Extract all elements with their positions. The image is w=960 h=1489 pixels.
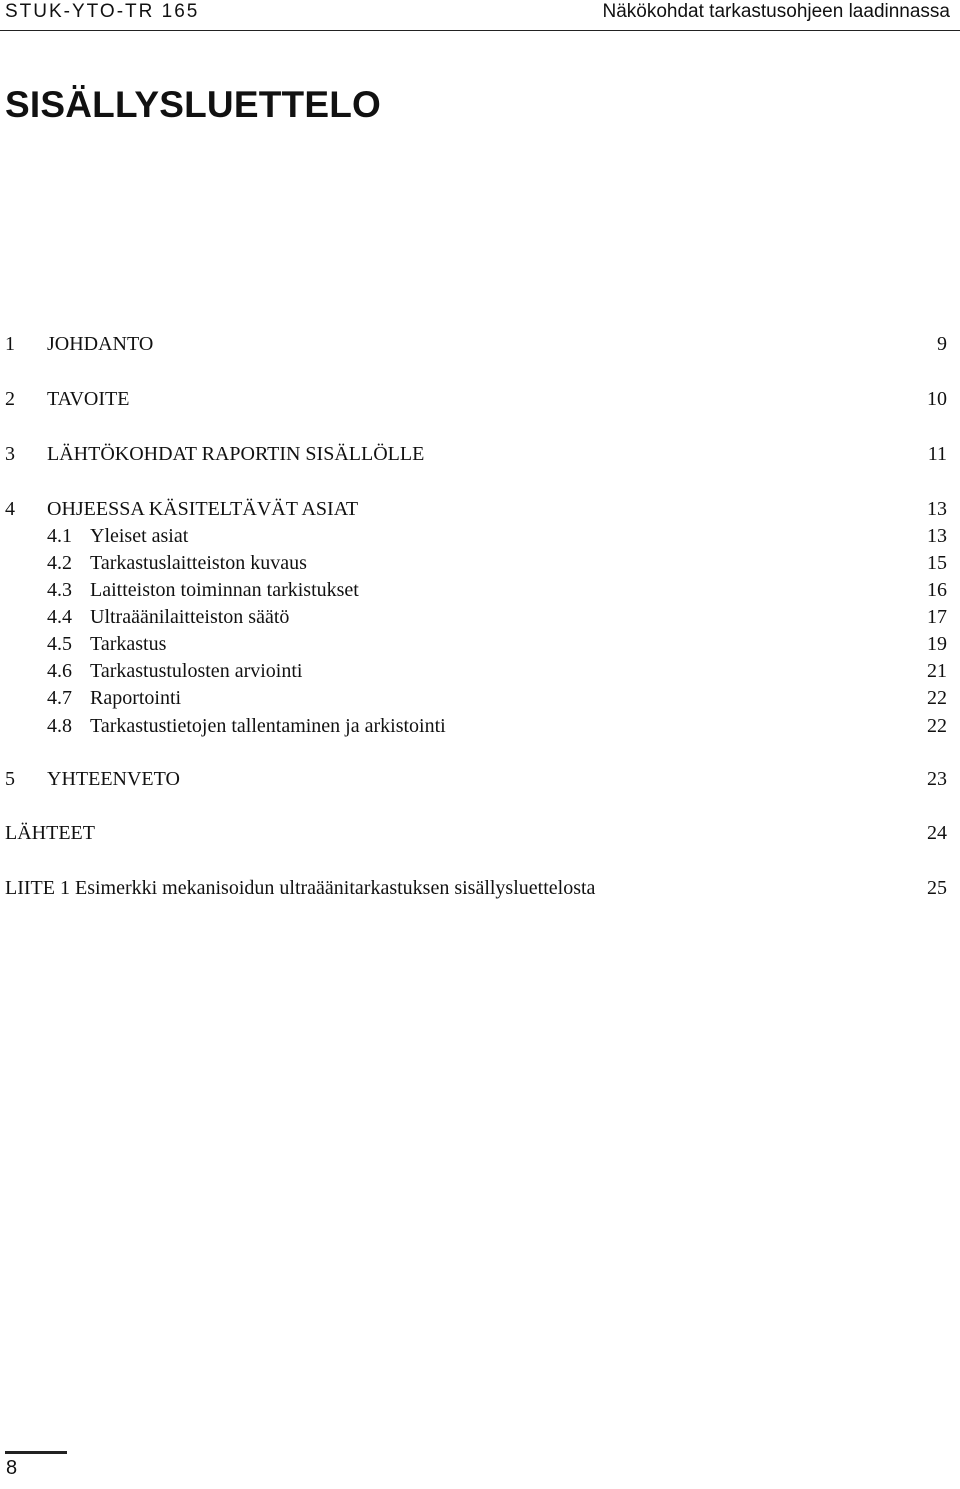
toc-number: 5: [5, 768, 15, 790]
toc-number: 4.7: [47, 687, 72, 709]
toc-number: 4.6: [47, 660, 72, 682]
toc-title: JOHDANTO: [47, 333, 154, 355]
toc-row-4: [0, 496, 960, 522]
page-title: SISÄLLYSLUETTELO: [5, 84, 381, 125]
footer-rule: [5, 1451, 67, 1454]
toc-number: 3: [5, 443, 15, 465]
toc-row-4-6: [0, 658, 960, 684]
report-id: STUK-YTO-TR 165: [5, 1, 200, 22]
toc-page: 19: [927, 633, 947, 655]
toc-page: 9: [937, 333, 947, 355]
toc-page: 24: [927, 822, 947, 844]
toc-page: 21: [927, 660, 947, 682]
toc-title: LÄHTEET: [5, 822, 95, 844]
toc-page: 22: [927, 687, 947, 709]
toc-page: 13: [927, 498, 947, 520]
toc-page: 25: [927, 877, 947, 899]
toc-title: YHTEENVETO: [47, 768, 180, 790]
toc-number: 4.1: [47, 525, 72, 547]
toc-row-4-8: [0, 713, 960, 739]
toc-title: Raportointi: [90, 687, 182, 709]
toc-page: 10: [927, 388, 947, 410]
toc-row-1: [0, 331, 960, 357]
toc-title: Yleiset asiat: [90, 525, 189, 547]
toc-number: 1: [5, 333, 15, 355]
toc-row-4-5: [0, 631, 960, 657]
toc-title: Laitteiston toiminnan tarkistukset: [90, 579, 359, 601]
toc-row-4-4: [0, 604, 960, 630]
toc-page: 13: [927, 525, 947, 547]
toc-number: 4: [5, 498, 15, 520]
toc-page: 23: [927, 768, 947, 790]
toc-row-lahteet: [0, 820, 960, 846]
page-number: 8: [6, 1457, 18, 1479]
toc-number: 4.3: [47, 579, 72, 601]
toc-page: 17: [927, 606, 947, 628]
toc-row-4-2: [0, 550, 960, 576]
toc-title: LIITE 1 Esimerkki mekanisoidun ultraäänitarkastuksen sisällysluettelosta: [5, 877, 596, 899]
toc-title: OHJEESSA KÄSITELTÄVÄT ASIAT: [47, 498, 359, 520]
toc-page: 11: [927, 443, 947, 465]
toc-title: Tarkastus: [90, 633, 167, 655]
toc-page: 15: [927, 552, 947, 574]
toc-page: 16: [927, 579, 947, 601]
toc-row-5: [0, 766, 960, 792]
toc-number: 4.8: [47, 715, 72, 737]
document-title: Näkökohdat tarkastusohjeen laadinnassa: [602, 1, 950, 22]
toc-row-4-1: [0, 523, 960, 549]
toc-number: 4.5: [47, 633, 72, 655]
toc-title: Tarkastustulosten arviointi: [90, 660, 303, 682]
toc-page: 22: [927, 715, 947, 737]
toc-title: Tarkastuslaitteiston kuvaus: [90, 552, 307, 574]
toc-title: Tarkastustietojen tallentaminen ja arkistointi: [90, 715, 446, 737]
toc-row-3: [0, 441, 960, 467]
toc-number: 4.4: [47, 606, 72, 628]
toc-title: Ultraäänilaitteiston säätö: [90, 606, 290, 628]
toc-row-4-3: [0, 577, 960, 603]
toc-title: TAVOITE: [47, 388, 130, 410]
toc-title: LÄHTÖKOHDAT RAPORTIN SISÄLLÖLLE: [47, 443, 425, 465]
toc-number: 4.2: [47, 552, 72, 574]
toc-row-liite-1: [0, 875, 960, 901]
toc-row-4-7: [0, 685, 960, 711]
toc-number: 2: [5, 388, 15, 410]
toc-row-2: [0, 386, 960, 412]
page-header: [0, 0, 960, 31]
